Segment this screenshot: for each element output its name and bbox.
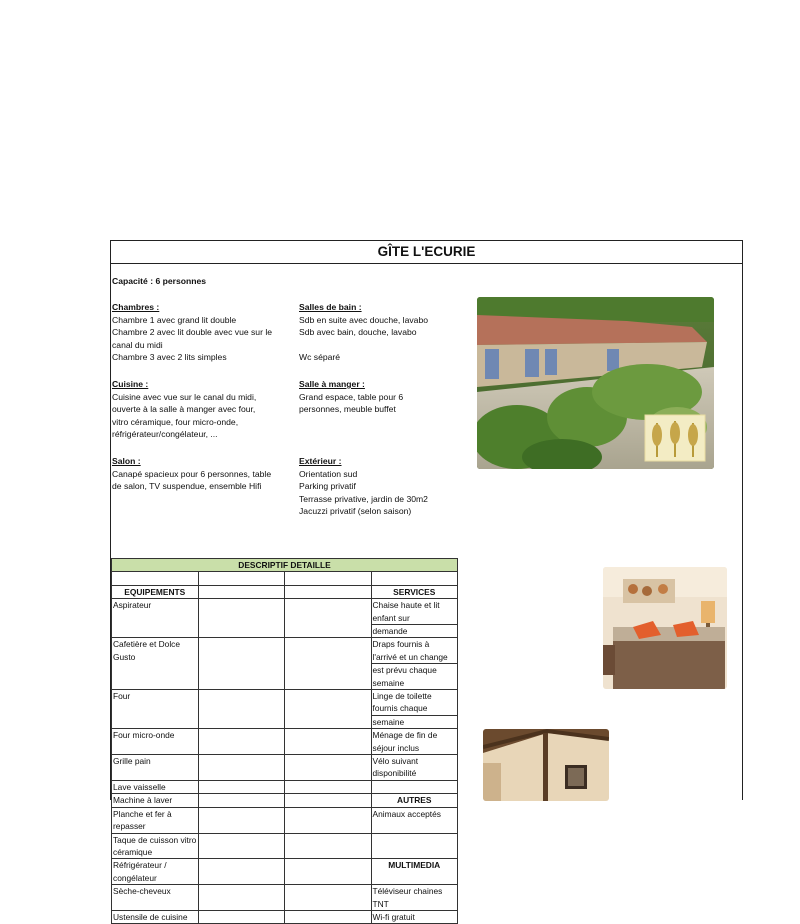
exterior-photo — [477, 297, 714, 469]
text-line: personnes, meuble buffet — [299, 404, 396, 415]
equipment-cell: Cafetière et Dolce Gusto — [112, 638, 199, 690]
text-line: de salon, TV suspendue, ensemble Hifi — [112, 481, 262, 492]
service-cell: est prévu chaque semaine — [371, 664, 458, 690]
service-cell: Ménage de fin de séjour inclus — [371, 729, 458, 755]
equipment-cell: Grille pain — [112, 755, 199, 781]
service-cell: Wi-fi gratuit — [371, 910, 458, 923]
service-cell: Draps fournis à l'arrivé et un change — [371, 638, 458, 664]
table-row — [112, 755, 458, 781]
service-cell: Chaise haute et lit enfant sur — [371, 599, 458, 625]
text-line: Canapé spacieux pour 6 personnes, table — [112, 468, 272, 479]
service-cell: Vélo suivant disponibilité — [371, 755, 458, 781]
section-salon — [112, 455, 271, 493]
table-row — [112, 729, 458, 755]
service-cell: Téléviseur chaines TNT — [371, 885, 458, 911]
detail-table — [111, 558, 458, 924]
service-cell: demande — [371, 625, 458, 638]
col-header-equipements: EQUIPEMENTS — [112, 585, 199, 598]
text-line: Chambre 2 avec lit double avec vue sur le — [112, 327, 273, 338]
text-line: Chambre 3 avec 2 lits simples — [112, 352, 227, 363]
text-line: Chambre 1 avec grand lit double — [112, 314, 237, 325]
equipment-cell: Réfrigérateur / congélateur — [112, 859, 199, 885]
section-chambres — [112, 301, 272, 364]
section-heading: Salles de bain : — [299, 302, 362, 312]
section-cuisine — [112, 378, 256, 441]
equipment-cell: Planche et fer à repasser — [112, 807, 199, 833]
text-line: Sdb en suite avec douche, lavabo — [299, 314, 428, 325]
table-row — [112, 807, 458, 833]
section-heading: Salle à manger : — [299, 379, 365, 389]
section-exterieur — [299, 455, 428, 518]
table-row — [112, 833, 458, 859]
table-row — [112, 859, 458, 885]
section-salle-a-manger — [299, 378, 403, 416]
text-line — [299, 339, 428, 352]
text-line: vitro céramique, four micro-onde, — [112, 416, 239, 427]
table-row — [112, 910, 458, 923]
text-line: réfrigérateur/congélateur, ... — [112, 429, 218, 440]
equipment-cell: Sèche-cheveux — [112, 885, 199, 911]
table-row — [112, 599, 458, 625]
capacity-label: Capacité : 6 personnes — [112, 276, 207, 286]
text-line: canal du midi — [112, 339, 163, 350]
text-line: Orientation sud — [299, 468, 358, 479]
text-line: Terrasse privative, jardin de 30m2 — [299, 493, 428, 504]
page-title: GÎTE L'ECURIE — [111, 241, 742, 264]
equipment-cell: Lave vaisselle — [112, 780, 199, 793]
text-line: Sdb avec bain, douche, lavabo — [299, 327, 417, 338]
table-row — [112, 585, 458, 598]
section-heading: Chambres : — [112, 302, 160, 312]
table-header: DESCRIPTIF DETAILLE — [112, 559, 458, 572]
bedroom-photo — [603, 567, 727, 689]
gite-sheet — [110, 240, 743, 922]
table-row — [112, 780, 458, 793]
equipment-cell: Four — [112, 690, 199, 729]
equipment-cell: Four micro-onde — [112, 729, 199, 755]
text-line: ouverte à la salle à manger avec four, — [112, 404, 256, 415]
equipment-cell: Aspirateur — [112, 599, 199, 638]
text-line: Wc séparé — [299, 352, 341, 363]
service-cell: semaine — [371, 715, 458, 728]
section-heading: Cuisine : — [112, 379, 149, 389]
table-row — [112, 690, 458, 716]
section-salles-de-bain — [299, 301, 428, 364]
service-cell: Animaux acceptés — [371, 807, 458, 833]
text-line: Cuisine avec vue sur le canal du midi, — [112, 391, 257, 402]
interior-photo — [483, 729, 609, 801]
text-line: Grand espace, table pour 6 — [299, 391, 404, 402]
table-row — [112, 794, 458, 807]
section-heading: Extérieur : — [299, 456, 342, 466]
equipment-cell: Ustensile de cuisine — [112, 910, 199, 923]
col-header-services: SERVICES — [371, 585, 458, 598]
text-line: Jacuzzi privatif (selon saison) — [299, 506, 412, 517]
section-header-multimedia: MULTIMEDIA — [371, 859, 458, 885]
service-cell: Linge de toilette fournis chaque — [371, 690, 458, 716]
text-line: Parking privatif — [299, 481, 356, 492]
section-heading: Salon : — [112, 456, 141, 466]
section-header-autres: AUTRES — [371, 794, 458, 807]
table-row — [112, 885, 458, 911]
table-row — [112, 638, 458, 664]
equipment-cell: Machine à laver — [112, 794, 199, 807]
equipment-cell: Taque de cuisson vitro céramique — [113, 834, 197, 857]
